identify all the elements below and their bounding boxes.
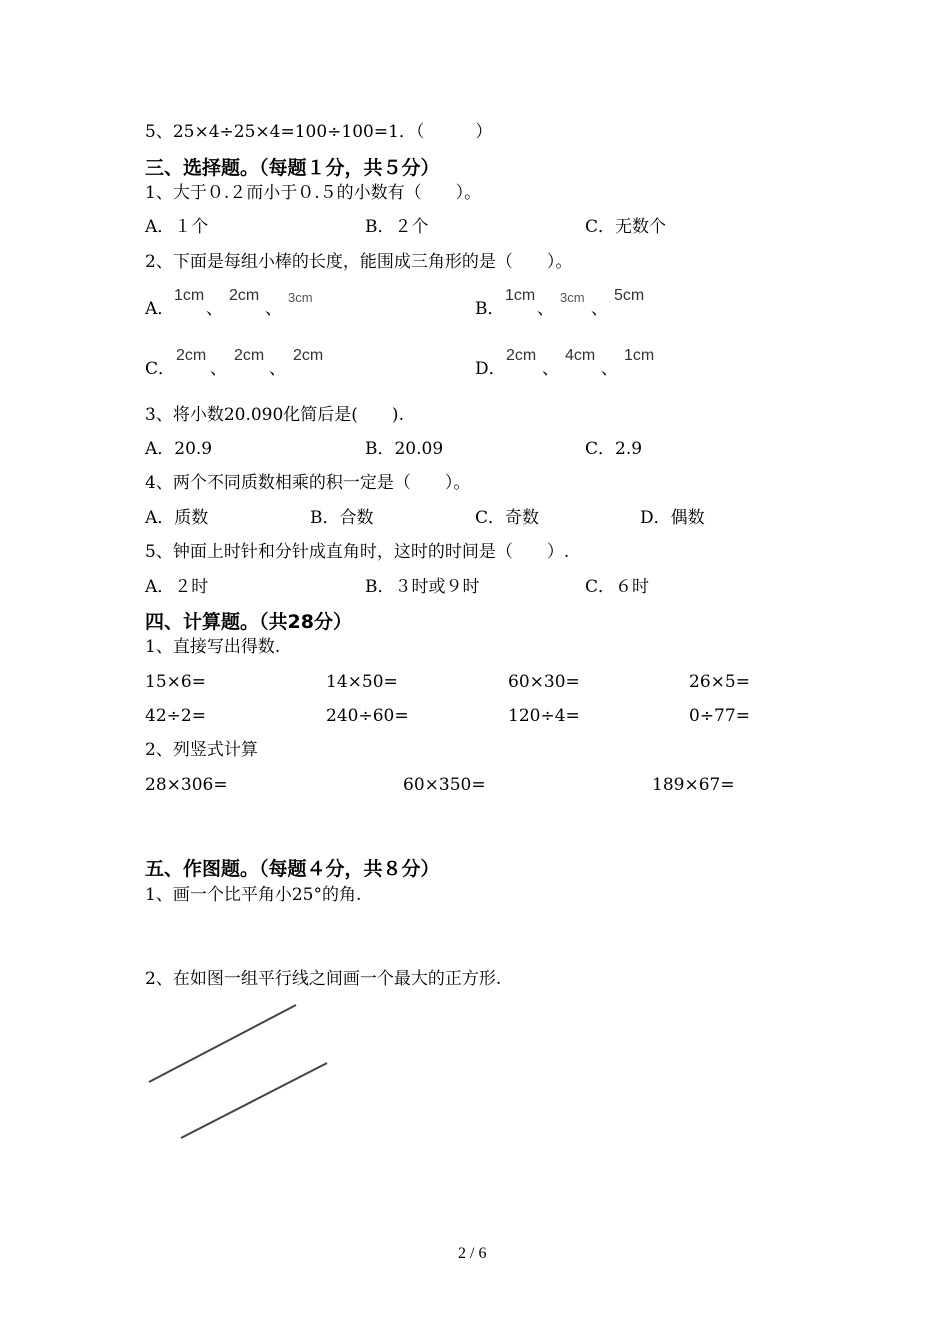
calc-item: 120÷4= bbox=[508, 706, 580, 726]
question-text: 1、大于０.２而小于０.５的小数有（ ）。 bbox=[145, 183, 482, 203]
stick-length: 3cm bbox=[288, 290, 313, 305]
option-c: C．奇数 bbox=[475, 508, 540, 528]
stick-length: 1cm bbox=[624, 347, 655, 364]
calc-item: 60×30= bbox=[508, 672, 580, 692]
separator: 、 bbox=[601, 359, 618, 379]
option-c: C．６时 bbox=[585, 577, 650, 597]
stick-length: 1cm bbox=[174, 287, 205, 304]
separator: 、 bbox=[206, 299, 223, 319]
vertical-calc-item: 28×306= bbox=[145, 775, 228, 795]
vertical-calc-item: 60×350= bbox=[403, 775, 486, 795]
option-c: C．2.9 bbox=[585, 439, 643, 459]
stick-length: 2cm bbox=[293, 347, 324, 364]
option-d-label: D． bbox=[475, 359, 506, 379]
option-b: B．２个 bbox=[365, 217, 429, 237]
option-c: C．无数个 bbox=[585, 217, 667, 237]
question-text: 5、钟面上时针和分针成直角时，这时的时间是（ ）. bbox=[145, 542, 570, 562]
separator: 、 bbox=[210, 359, 227, 379]
calc-item: 42÷2= bbox=[145, 706, 206, 726]
option-a: A．２时 bbox=[145, 577, 209, 597]
parallel-line-upper bbox=[149, 1005, 296, 1082]
parallel-lines-figure bbox=[140, 995, 340, 1145]
stick-length: 3cm bbox=[560, 290, 585, 305]
question-text: 2、下面是每组小棒的长度，能围成三角形的是（ ）。 bbox=[145, 252, 573, 272]
stick-length: 2cm bbox=[176, 347, 207, 364]
stick-length: 2cm bbox=[506, 347, 537, 364]
option-a-label: A． bbox=[145, 299, 175, 319]
option-a: A．１个 bbox=[145, 217, 209, 237]
option-b: B．合数 bbox=[310, 508, 374, 528]
separator: 、 bbox=[537, 299, 554, 319]
option-a: A．质数 bbox=[145, 508, 209, 528]
question-text: 1、直接写出得数. bbox=[145, 637, 281, 657]
calc-item: 14×50= bbox=[326, 672, 398, 692]
option-d: D．偶数 bbox=[640, 508, 705, 528]
option-c-label: C． bbox=[145, 359, 176, 379]
calc-item: 0÷77= bbox=[689, 706, 750, 726]
section-heading-choice: 三、选择题。（每题１分，共５分） bbox=[145, 157, 440, 179]
question-text: 5、25×4÷25×4=100÷100=1．（ ） bbox=[145, 122, 493, 142]
separator: 、 bbox=[591, 299, 608, 319]
calc-item: 15×6= bbox=[145, 672, 206, 692]
calc-item: 26×5= bbox=[689, 672, 750, 692]
stick-length: 5cm bbox=[614, 287, 645, 304]
stick-length: 1cm bbox=[505, 287, 536, 304]
question-text: 2、在如图一组平行线之间画一个最大的正方形. bbox=[145, 969, 502, 989]
option-b-label: B． bbox=[475, 299, 505, 319]
parallel-line-lower bbox=[181, 1063, 327, 1138]
question-text: 2、列竖式计算 bbox=[145, 740, 258, 760]
stick-length: 2cm bbox=[234, 347, 265, 364]
question-text: 4、两个不同质数相乘的积一定是（ ）。 bbox=[145, 473, 471, 493]
separator: 、 bbox=[269, 359, 286, 379]
option-b: B．３时或９时 bbox=[365, 577, 480, 597]
option-b: B．20.09 bbox=[365, 439, 444, 459]
stick-length: 4cm bbox=[565, 347, 596, 364]
calc-item: 240÷60= bbox=[326, 706, 409, 726]
separator: 、 bbox=[265, 299, 282, 319]
separator: 、 bbox=[542, 359, 559, 379]
page-number: 2 / 6 bbox=[458, 1245, 487, 1262]
question-text: 3、将小数20.090化简后是( ). bbox=[145, 405, 404, 425]
stick-length: 2cm bbox=[229, 287, 260, 304]
section-heading-calc: 四、计算题。（共28分） bbox=[145, 611, 352, 633]
vertical-calc-item: 189×67= bbox=[652, 775, 735, 795]
question-text: 1、画一个比平角小25°的角. bbox=[145, 885, 362, 905]
section-heading-drawing: 五、作图题。（每题４分，共８分） bbox=[145, 858, 440, 880]
option-a: A．20.9 bbox=[145, 439, 213, 459]
